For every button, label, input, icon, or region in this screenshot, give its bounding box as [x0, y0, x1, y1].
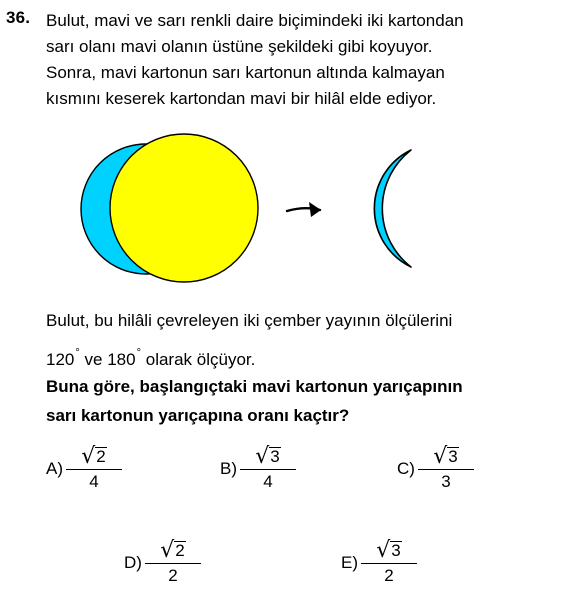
sqrt-icon: √ [81, 444, 96, 469]
sqrt-icon: √ [433, 444, 448, 469]
stem-line-1: Bulut, mavi ve sarı renkli daire biçimindeki iki kartondan [46, 11, 464, 30]
sqrt-icon: √ [160, 538, 175, 563]
radicand: 3 [448, 447, 458, 466]
numerator [374, 540, 404, 561]
option-letter: B) [220, 459, 237, 478]
info-line-1: Bulut, bu hilâli çevreleyen iki çember yayının ölçülerini [46, 311, 453, 330]
denominator: 3 [441, 472, 451, 491]
fraction [66, 446, 122, 492]
radicand: 2 [175, 541, 185, 560]
radicand: 3 [391, 541, 401, 560]
angle-2: 180 [107, 350, 136, 369]
question-stem [46, 8, 556, 112]
option-letter: C) [397, 459, 415, 478]
fraction-bar [66, 469, 122, 470]
stem-line-2: sarı olanı mavi olanın üstüne şekildeki gibi koyuyor. [46, 37, 433, 56]
fraction-bar [361, 563, 417, 564]
radicand: 3 [270, 447, 280, 466]
numerator [253, 446, 283, 467]
fraction [361, 540, 417, 586]
blue-crescent [374, 150, 411, 267]
denominator: 4 [89, 472, 99, 491]
option-c[interactable] [397, 446, 474, 492]
question-prompt [46, 372, 556, 430]
option-d[interactable] [124, 540, 201, 586]
fraction [418, 446, 474, 492]
info-line-2 [46, 347, 256, 369]
fraction-bar [240, 469, 296, 470]
numerator [158, 540, 188, 561]
degree-symbol: ° [136, 347, 141, 359]
arrow-right-icon [287, 202, 321, 217]
option-letter: E) [341, 553, 358, 572]
sqrt-icon: √ [376, 538, 391, 563]
question-number: 36. [6, 8, 31, 27]
stem-line-4: kısmını keserek kartondan mavi bir hilâl elde ediyor. [46, 89, 437, 108]
fraction [145, 540, 201, 586]
option-a[interactable] [46, 446, 122, 492]
denominator: 4 [263, 472, 273, 491]
prompt-line-2: sarı kartonun yarıçapına oranı kaçtır? [46, 406, 350, 425]
angle-1: 120 [46, 350, 75, 369]
info-end: olarak ölçüyor. [145, 350, 256, 369]
degree-symbol: ° [75, 347, 80, 359]
option-b[interactable] [220, 446, 296, 492]
prompt-line-1: Buna göre, başlangıçtaki mavi kartonun yarıçapının [46, 377, 463, 396]
numerator [431, 446, 461, 467]
overlapping-circles [81, 134, 258, 282]
yellow-circle [110, 134, 258, 282]
denominator: 2 [384, 566, 394, 585]
stem-line-3: Sonra, mavi kartonun sarı kartonun altında kalmayan [46, 63, 445, 82]
radicand: 2 [96, 447, 106, 466]
fraction-bar [145, 563, 201, 564]
measurement-info [46, 305, 556, 376]
sqrt-icon: √ [255, 444, 270, 469]
info-mid: ve [84, 350, 103, 369]
option-e[interactable] [341, 540, 417, 586]
fraction-bar [418, 469, 474, 470]
numerator [79, 446, 109, 467]
fraction [240, 446, 296, 492]
crescent-figure [0, 122, 561, 292]
option-letter: A) [46, 459, 63, 478]
option-letter: D) [124, 553, 142, 572]
denominator: 2 [168, 566, 178, 585]
